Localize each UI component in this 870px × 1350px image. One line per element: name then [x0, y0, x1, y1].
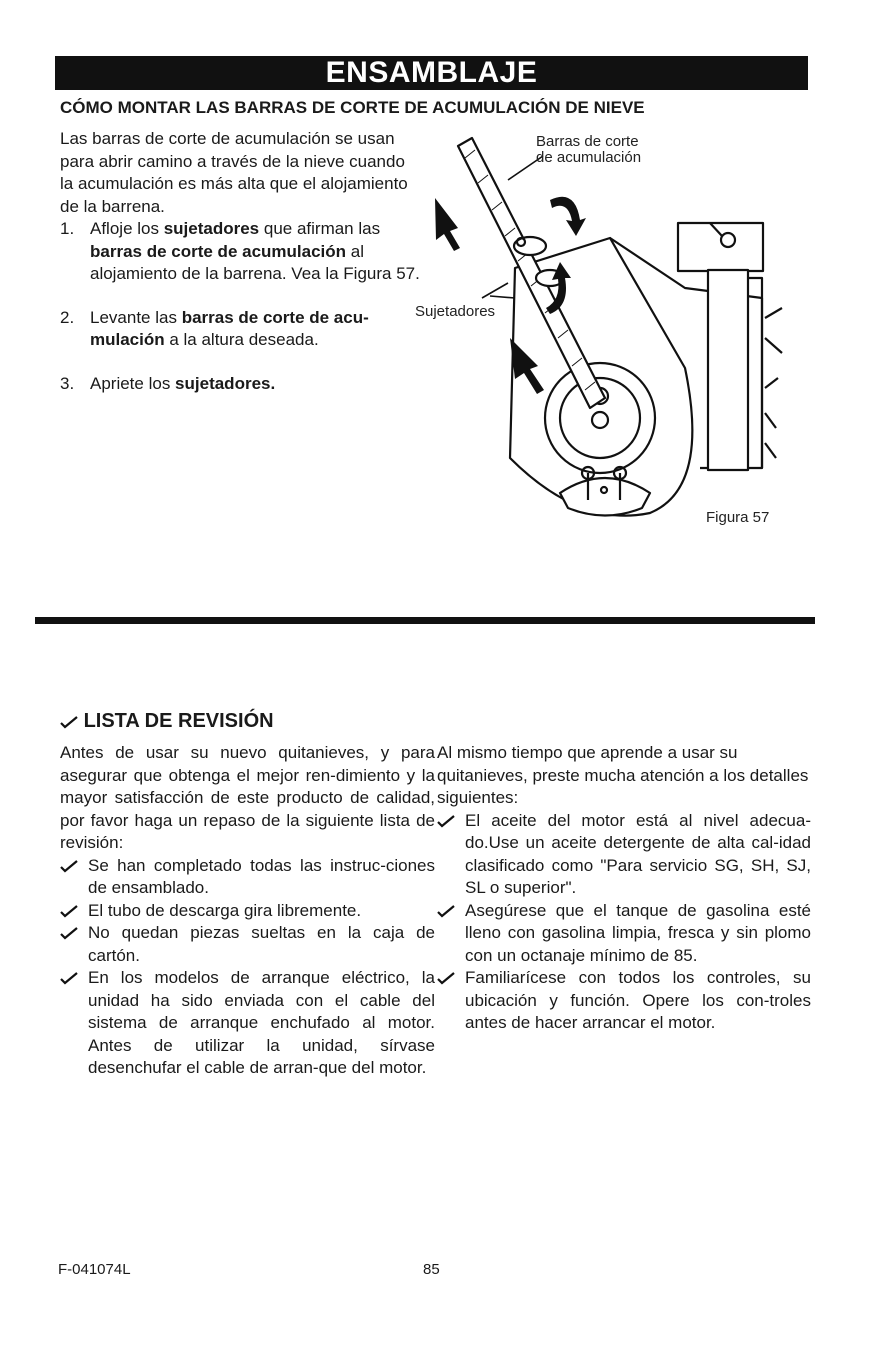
- checklist-left-column: [60, 742, 435, 1080]
- step-bold-term: sujetadores.: [175, 373, 276, 393]
- checklist-item: [437, 810, 811, 900]
- intro-paragraph: [60, 128, 420, 218]
- checklist-item: [60, 855, 435, 900]
- checklist-right-column: [437, 742, 811, 1035]
- figure-caption: Figura 57: [706, 509, 770, 526]
- left-intro: Antes de usar su nuevo quitanieves, y para asegurar que obtenga el mejor ren-dimiento y la mayor satisfacción de este producto de calidad, por favor haga un repaso de la siguiente lista de revisión:: [60, 743, 435, 852]
- auger-housing-illustration: [410, 128, 820, 538]
- step-2: [60, 307, 430, 352]
- step-bold-term: barras de corte de acumulación: [90, 241, 347, 261]
- checkmark-icon: [437, 971, 455, 985]
- checkmark-icon: [437, 904, 455, 918]
- steps-list: [60, 218, 430, 395]
- section-title: CÓMO MONTAR LAS BARRAS DE CORTE DE ACUMULACIÓN DE NIEVE: [60, 98, 645, 117]
- section-divider: [35, 617, 815, 624]
- right-intro: Al mismo tiempo que aprende a usar su quitanieves, preste mucha atención a los detalles siguientes:: [437, 743, 809, 807]
- step-3: [60, 373, 430, 396]
- label-bars-line-2: de acumulación: [536, 149, 642, 166]
- checklist-item-text: En los modelos de arranque eléctrico, la unidad ha sido enviada con el cable del sistema de arranque enchufado al motor. Antes de utilizar la unidad, sírvase desenchufar el cable de arran-que del motor.: [88, 968, 435, 1077]
- checklist-item-text: El aceite del motor está al nivel adecua-do.Use un aceite detergente de alta cal-idad clasificado como "Para servicio SG, SH, SJ, SL o superior".: [465, 810, 811, 897]
- step-text: Apriete los: [90, 373, 176, 393]
- checklist-item: [60, 900, 435, 923]
- page-number: 85: [423, 1261, 440, 1278]
- document-code: F-041074L: [58, 1261, 131, 1278]
- step-text: Afloje los: [90, 219, 164, 238]
- step-number: 2.: [60, 307, 75, 327]
- step-text: al alojamiento de la barrena. Vea la Figura 57.: [90, 241, 420, 283]
- checkmark-icon: [60, 904, 78, 918]
- step-text: que afirman las: [259, 219, 381, 238]
- checklist-item: [60, 967, 435, 1080]
- figure-57: [410, 128, 820, 538]
- step-1: [60, 218, 430, 286]
- step-number: 3.: [60, 373, 75, 393]
- checklist-item-text: El tubo de descarga gira libremente.: [88, 900, 362, 920]
- step-number: 1.: [60, 219, 75, 238]
- checklist-title-text: LISTA DE REVISIÓN: [83, 710, 274, 732]
- section-banner: ENSAMBLAJE: [55, 56, 808, 90]
- checklist-item-text: Se han completado todas las instruc-ciones de ensamblado.: [88, 855, 435, 897]
- step-text: a la altura deseada.: [164, 330, 319, 349]
- checklist-item: [60, 922, 435, 967]
- step-bold-term: barras de corte de acu-mulación: [90, 307, 369, 349]
- checkmark-icon: [437, 814, 455, 828]
- label-fasteners: Sujetadores: [415, 303, 496, 320]
- checkmark-icon: [60, 859, 78, 873]
- checkmark-icon: [60, 715, 78, 729]
- checkmark-icon: [60, 971, 78, 985]
- checklist-item: [437, 967, 811, 1035]
- step-bold-term: sujetadores: [163, 219, 260, 238]
- checklist-item-text: Asegúrese que el tanque de gasolina esté lleno con gasolina limpia, fresca y sin plomo con un octanaje mínimo de 85.: [465, 900, 811, 965]
- intro-text: Las barras de corte de acumulación se usan para abrir camino a través de la nieve cuando la acumulación es más alta que el alojamiento de la barrena.: [60, 129, 408, 216]
- label-bars-line-1: Barras de corte: [536, 133, 639, 150]
- checklist-item-text: Familiarícese con todos los controles, su ubicación y función. Opere los con-troles antes de hacer arrancar el motor.: [465, 968, 811, 1032]
- checklist-item: [437, 900, 811, 968]
- checklist-item-text: No quedan piezas sueltas en la caja de cartón.: [88, 923, 435, 965]
- checklist-title: [60, 710, 274, 733]
- label-bars: [536, 134, 641, 166]
- step-text: Levante las: [90, 307, 182, 327]
- checkmark-icon: [60, 926, 78, 940]
